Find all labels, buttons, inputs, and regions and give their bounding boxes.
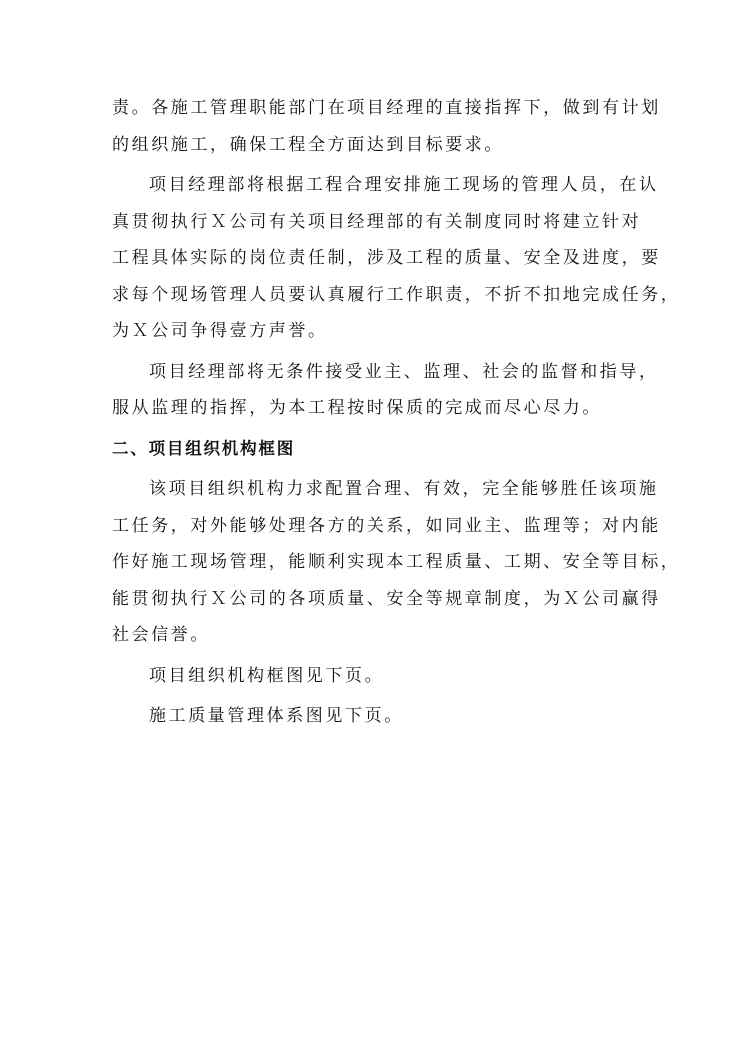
paragraph-line: 求每个现场管理人员要认真履行工作职责，不折不扣地完成任务， [112,284,681,305]
section-heading: 二、项目组织机构框图 [112,438,295,458]
paragraph-line: 的组织施工，确保工程全方面达到目标要求。 [112,134,504,155]
paragraph-line: 服从监理的指挥，为本工程按时保质的完成而尽心尽力。 [112,398,602,418]
paragraph-5 [112,658,642,695]
document-body [112,90,681,739]
paragraph-3 [112,354,659,427]
paragraph-1 [112,90,661,163]
paragraph-line: 责。各施工管理职能部门在项目经理的直接指挥下，做到有计划 [112,98,661,118]
paragraph-4 [112,471,681,654]
paragraph-line: 作好施工现场管理，能顺利实现本工程质量、工期、安全等目标， [112,552,681,572]
paragraph-line: 该项目组织机构力求配置合理、有效，完全能够胜任该项施 [149,479,659,499]
paragraph-line: 施工质量管理体系图见下页。 [149,706,404,726]
paragraph-line: 工任务，对外能够处理各方的关系，如同业主、监理等；对内能 [112,515,661,536]
paragraph-line: 项目经理部将无条件接受业主、监理、社会的监督和指导， [149,361,659,382]
paragraph-line: 为Ｘ公司争得壹方声誉。 [112,321,328,341]
paragraph-line: 项目经理部将根据工程合理安排施工现场的管理人员，在认 [149,175,659,195]
paragraph-line: 真贯彻执行Ｘ公司有关项目经理部的有关制度同时将建立针对 [112,211,642,232]
paragraph-line: 项目组织机构框图见下页。 [149,665,385,686]
paragraph-6 [112,698,642,735]
paragraph-line: 工程具体实际的岗位责任制，涉及工程的质量、安全及进度，要 [112,248,661,268]
paragraph-line: 能贯彻执行Ｘ公司的各项质量、安全等规章制度，为Ｘ公司赢得 [112,588,661,609]
paragraph-line: 社会信誉。 [112,625,210,645]
paragraph-2 [112,167,681,350]
